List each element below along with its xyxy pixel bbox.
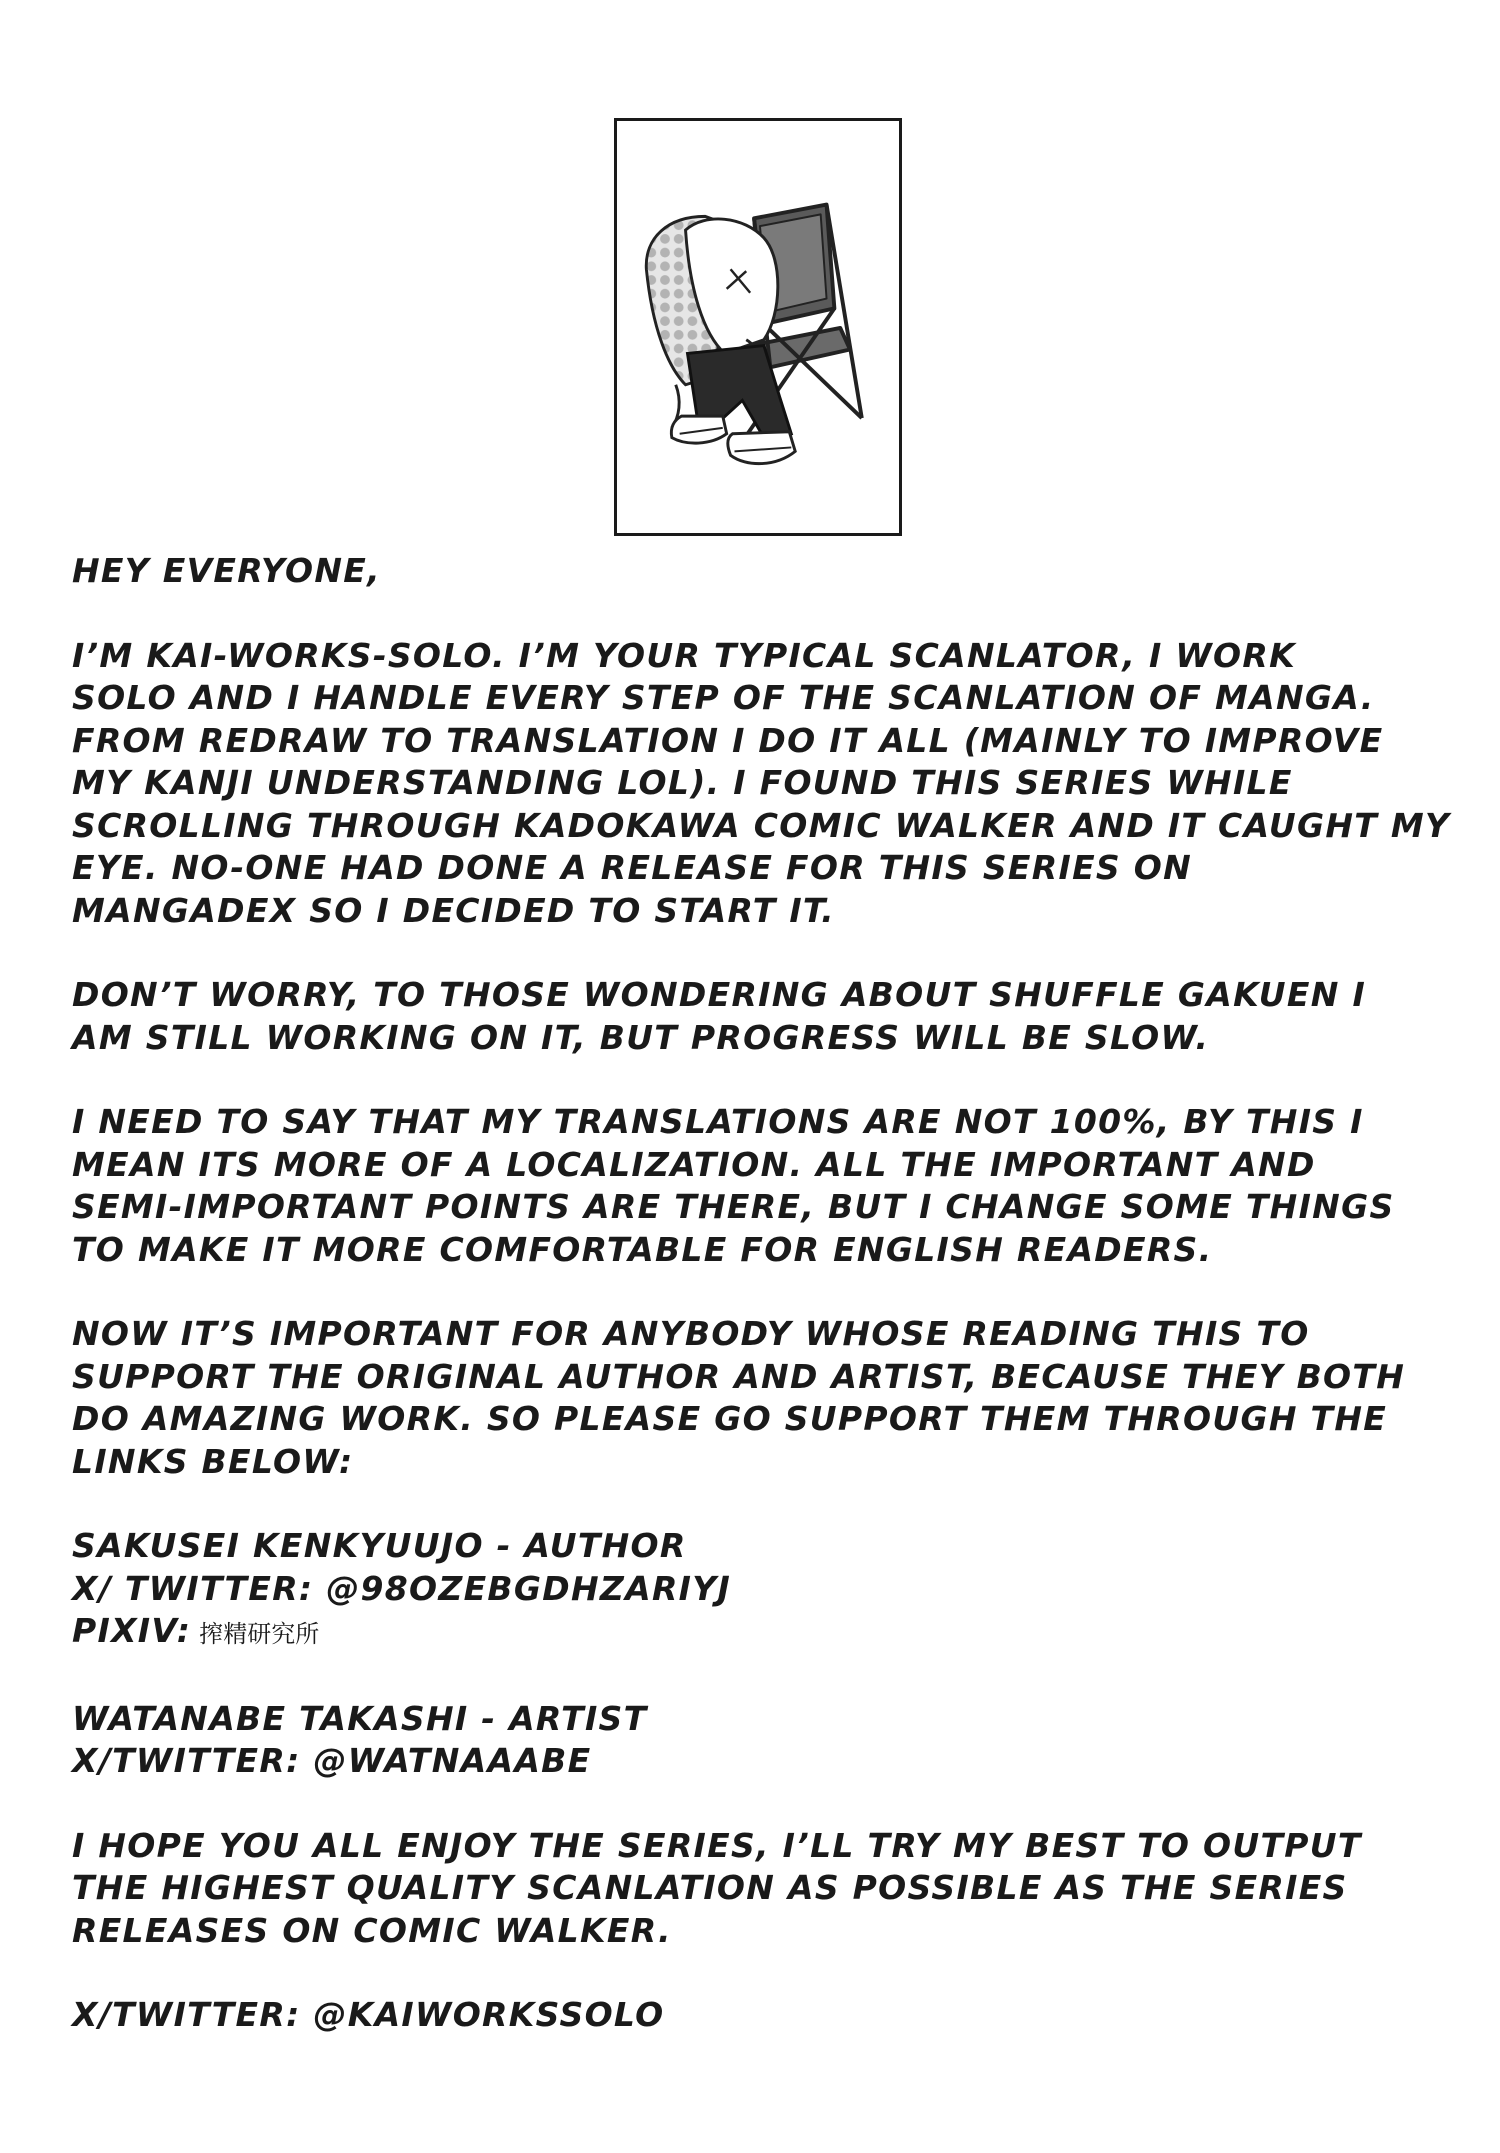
pixiv-label: PIXIV: <box>72 1611 192 1650</box>
author-twitter: X/ TWITTER: @98OZEBGDHZARIYJ <box>72 1568 732 1608</box>
closing-paragraph <box>72 1825 1452 1953</box>
pixiv-name: 搾精研究所 <box>199 1620 320 1648</box>
shuffle-gakuen-paragraph <box>72 974 1452 1059</box>
artist-heading: WATANABE TAKASHI - ARTIST <box>72 1698 648 1738</box>
text-line: SCROLLING THROUGH KADOKAWA COMIC WALKER AND IT CAUGHT MY <box>72 805 1451 845</box>
text-line: AM STILL WORKING ON IT, BUT PROGRESS WILL BE SLOW. <box>72 1017 1210 1057</box>
text-line: MEAN ITS MORE OF A LOCALIZATION. ALL THE IMPORTANT AND <box>72 1144 1316 1184</box>
text-line: RELEASES ON COMIC WALKER. <box>72 1910 672 1950</box>
text-line: I’M KAI-WORKS-SOLO. I’M YOUR TYPICAL SCANLATOR, I WORK <box>72 635 1296 675</box>
text-line: LINKS BELOW: <box>72 1441 354 1481</box>
letter-text <box>72 550 1452 2079</box>
text-line: DON’T WORRY, TO THOSE WONDERING ABOUT SHUFFLE GAKUEN I <box>72 975 1367 1014</box>
author-pixiv <box>72 1610 1452 1656</box>
greeting-line: HEY EVERYONE, <box>72 551 381 590</box>
signoff-twitter: X/TWITTER: @KAIWORKSSOLO <box>72 1995 665 2034</box>
text-line: I HOPE YOU ALL ENJOY THE SERIES, I’LL TRY MY BEST TO OUTPUT <box>72 1825 1362 1865</box>
text-line: NOW IT’S IMPORTANT FOR ANYBODY WHOSE READING THIS TO <box>72 1314 1310 1353</box>
text-line: MANGADEX SO I DECIDED TO START IT. <box>72 890 835 930</box>
text-line: MY KANJI UNDERSTANDING LOL). I FOUND THIS SERIES WHILE <box>72 763 1293 802</box>
artist-credits <box>72 1698 1452 1783</box>
text-line: SEMI-IMPORTANT POINTS ARE THERE, BUT I CHANGE SOME THINGS <box>72 1187 1395 1226</box>
intro-paragraph <box>72 635 1452 933</box>
text-line: DO AMAZING WORK. SO PLEASE GO SUPPORT THEM THROUGH THE <box>72 1399 1388 1438</box>
signoff-paragraph <box>72 1994 1452 2037</box>
support-paragraph <box>72 1313 1452 1483</box>
artist-twitter: X/TWITTER: @WATNAAABE <box>72 1741 592 1780</box>
text-line: EYE. NO-ONE HAD DONE A RELEASE FOR THIS SERIES ON <box>72 848 1193 887</box>
author-credits <box>72 1525 1452 1656</box>
greeting-paragraph <box>72 550 1452 593</box>
text-line: FROM REDRAW TO TRANSLATION I DO IT ALL (MAINLY TO IMPROVE <box>72 720 1384 760</box>
text-line: I NEED TO SAY THAT MY TRANSLATIONS ARE NOT 100%, BY THIS I <box>72 1102 1364 1141</box>
author-heading: SAKUSEI KENKYUUJO - AUTHOR <box>72 1526 687 1565</box>
text-line: SUPPORT THE ORIGINAL AUTHOR AND ARTIST, BECAUSE THEY BOTH <box>72 1356 1406 1396</box>
translation-paragraph <box>72 1101 1452 1271</box>
shoe-icon <box>671 416 726 443</box>
text-line: SOLO AND I HANDLE EVERY STEP OF THE SCANLATION OF MANGA. <box>72 678 1375 717</box>
illustration-panel <box>614 118 902 536</box>
text-line: TO MAKE IT MORE COMFORTABLE FOR ENGLISH READERS. <box>72 1229 1213 1269</box>
chair-character-illustration <box>617 121 899 533</box>
text-line: THE HIGHEST QUALITY SCANLATION AS POSSIBLE AS THE SERIES <box>72 1868 1348 1907</box>
